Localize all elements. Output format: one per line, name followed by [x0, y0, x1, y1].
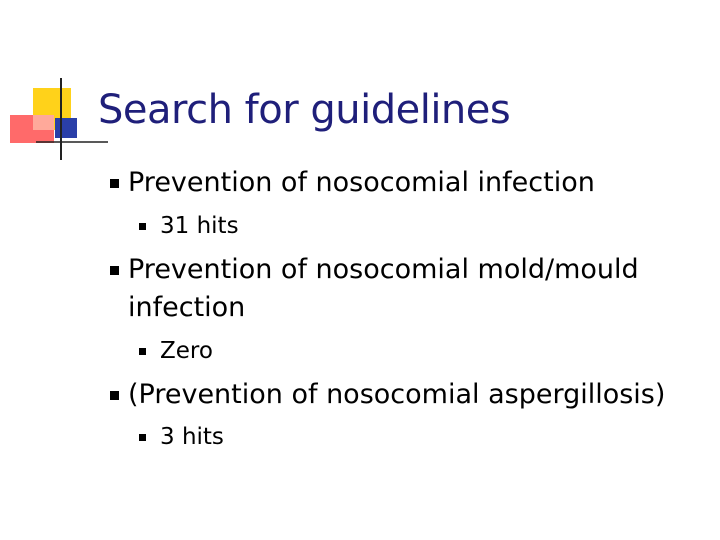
- sub-list-item-text: Zero: [160, 338, 213, 364]
- sub-list-item-text: 3 hits: [160, 424, 224, 450]
- square-bullet-icon: [139, 223, 146, 230]
- list-item-text-line-1: Prevention of nosocomial mold/mould: [128, 254, 639, 285]
- square-bullet-icon: [110, 266, 119, 275]
- page-title: Search for guidelines: [98, 87, 511, 133]
- square-bullet-icon: [110, 391, 119, 400]
- sub-list-item-text: 31 hits: [160, 213, 239, 239]
- square-bullet-icon: [110, 179, 119, 188]
- list-item-text: Prevention of nosocomial infection: [128, 167, 595, 198]
- list-item-text-line-2: infection: [128, 292, 246, 323]
- square-bullet-icon: [139, 348, 146, 355]
- list-item-text: (Prevention of nosocomial aspergillosis): [128, 379, 666, 410]
- square-bullet-icon: [139, 434, 146, 441]
